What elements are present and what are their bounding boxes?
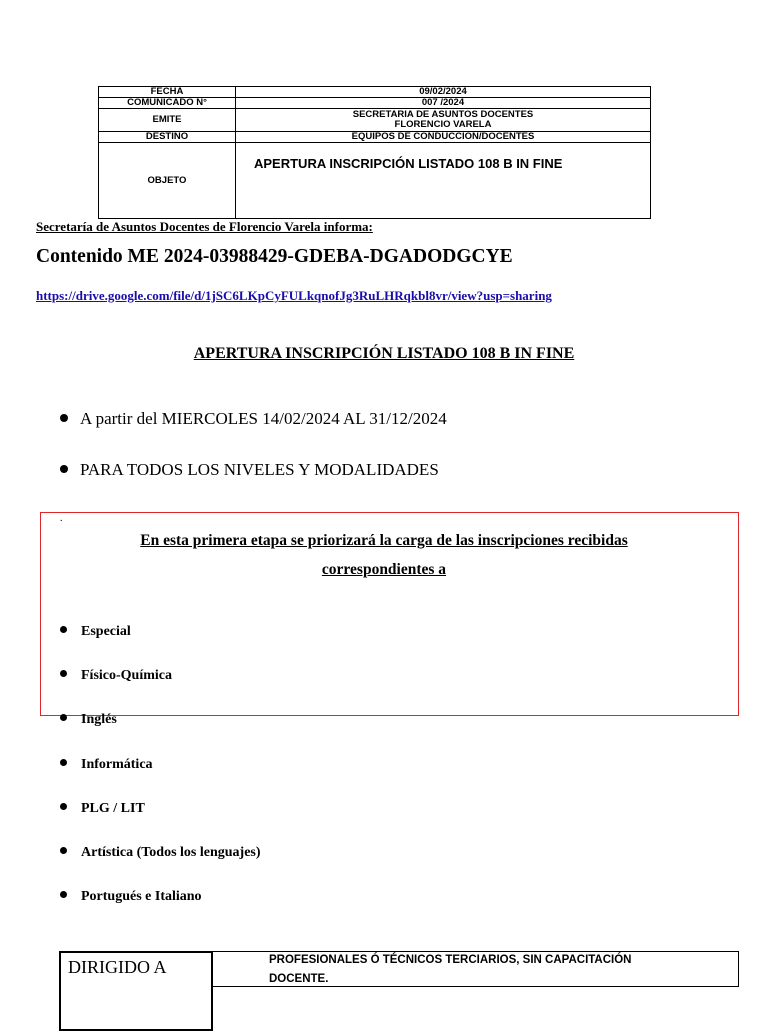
bullet-item: [60, 460, 439, 480]
list-item-text: Artística (Todos los lenguajes): [81, 845, 261, 860]
dirigido-value-line1: PROFESIONALES Ó TÉCNICOS TERCIARIOS, SIN CAPACITACIÓN: [269, 954, 632, 966]
priority-line-1: [0, 532, 768, 550]
emite-label: EMITE: [99, 109, 236, 132]
priority-text-2: correspondientes a: [321, 561, 447, 578]
bullet-dot-icon: [60, 891, 67, 898]
list-item: [60, 668, 172, 684]
bullet-text: A partir del MIERCOLES 14/02/2024 AL 31/12/2024: [80, 409, 447, 428]
bullet-dot-icon: [60, 759, 67, 766]
bullet-item: [60, 409, 447, 429]
list-item: [60, 712, 117, 728]
bullet-dot-icon: [60, 714, 67, 721]
emite-value: [236, 109, 651, 132]
list-item: [60, 801, 145, 817]
list-item: [60, 845, 261, 861]
priority-line-2: [0, 561, 768, 579]
list-item-text: Inglés: [81, 712, 117, 727]
list-item-text: PLG / LIT: [81, 801, 145, 816]
bullet-dot-icon: [60, 803, 67, 810]
list-item-text: Físico-Química: [81, 668, 172, 683]
objeto-value: APERTURA INSCRIPCIÓN LISTADO 108 B IN FINE: [236, 143, 651, 219]
list-item: [60, 757, 153, 773]
informa-line: Secretaría de Asuntos Docentes de Florencio Varela informa:: [36, 219, 373, 234]
destino-label: DESTINO: [99, 132, 236, 143]
dirigido-value: [269, 951, 729, 989]
objeto-label: OBJETO: [99, 143, 236, 219]
bullet-dot-icon: [60, 414, 68, 422]
header-table: [98, 86, 651, 219]
list-item: [60, 889, 202, 905]
list-item-text: Informática: [81, 757, 153, 772]
priority-text-1: En esta primera etapa se priorizará la carga de las inscripciones recibidas: [140, 532, 628, 549]
destino-value: EQUIPOS DE CONDUCCION/DOCENTES: [236, 132, 651, 143]
fecha-label: FECHA: [99, 87, 236, 98]
comunicado-label: COMUNICADO N°: [99, 98, 236, 109]
emite-value-line2: FLORENCIO VARELA: [394, 119, 492, 130]
contenido-title: Contenido ME 2024-03988429-GDEBA-DGADODGCYE: [36, 246, 513, 267]
drive-link[interactable]: https://drive.google.com/file/d/1jSC6LKpCyFULkqnofJg3RuLHRqkbl8vr/view?usp=sharing: [36, 288, 552, 303]
list-item-text: Especial: [81, 624, 131, 639]
comunicado-value: 007 /2024: [236, 98, 651, 109]
bullet-dot-icon: [60, 670, 67, 677]
bullet-dot-icon: [60, 626, 67, 633]
main-heading: APERTURA INSCRIPCIÓN LISTADO 108 B IN FINE: [193, 345, 575, 362]
fecha-value: 09/02/2024: [236, 87, 651, 98]
dirigido-value-line2: DOCENTE.: [269, 973, 329, 985]
bullet-dot-icon: [60, 465, 68, 473]
list-item: [60, 624, 131, 640]
list-item-text: Portugués e Italiano: [81, 889, 202, 904]
bullet-dot-icon: [60, 847, 67, 854]
bullet-text: PARA TODOS LOS NIVELES Y MODALIDADES: [80, 460, 439, 479]
dirigido-label: DIRIGIDO A: [68, 957, 167, 977]
emite-value-line1: SECRETARIA DE ASUNTOS DOCENTES: [352, 109, 534, 120]
stray-mark: .: [60, 513, 63, 524]
